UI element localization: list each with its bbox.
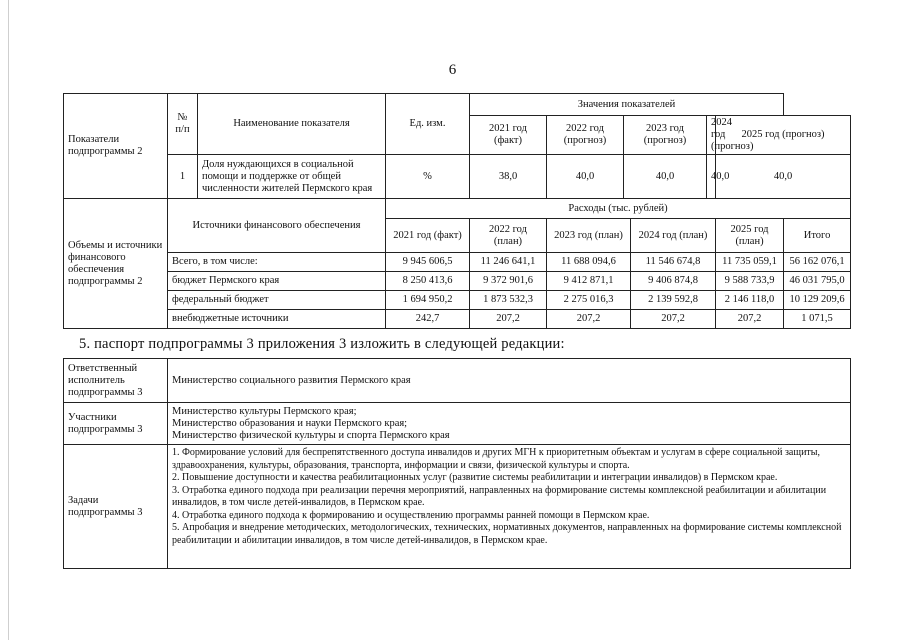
fin-value: 242,7 xyxy=(386,310,470,329)
fin-year-header: 2023 год (план) xyxy=(547,219,631,253)
task-item: 2. Повышение доступности и качества реабилитационных услуг (развитие системы реабилитации и интеграции инвалидов) в Пермском крае. xyxy=(172,472,778,483)
tasks-label: Задачи подпрограммы 3 xyxy=(64,445,168,569)
year-header: 2021 год (факт) xyxy=(470,116,547,155)
fin-value: 207,2 xyxy=(716,310,784,329)
fin-value: 9 406 874,8 xyxy=(631,272,716,291)
task-item: 5. Апробация и внедрение методических, методологических, технических, нормативных документов, направленных на формирование системы комплексной реабилитации и абилитации инвалидов, в том числе детей-инвалидов, в Пермском крае. xyxy=(172,522,842,546)
indicator-value: 40,0 xyxy=(707,155,716,199)
fin-value: 9 945 606,5 xyxy=(386,253,470,272)
task-item: 1. Формирование условий для беспрепятственного доступа инвалидов и других МГН к приоритетным объектам и услугам в сфере социальной защиты, здравоохранения, культуры, образования, транспорта, информации и связи, физической культуры и спорта. xyxy=(172,447,821,471)
participant-item: Министерство физической культуры и спорта Пермского края xyxy=(172,429,450,441)
source-name: федеральный бюджет xyxy=(168,291,386,310)
fin-value: 11 246 641,1 xyxy=(470,253,547,272)
participant-item: Министерство образования и науки Пермского края; xyxy=(172,417,408,429)
indicators-label: Показатели подпрограммы 2 xyxy=(64,94,168,199)
fin-value: 11 546 674,8 xyxy=(631,253,716,272)
participants-label: Участники подпрограммы 3 xyxy=(64,403,168,445)
fin-value: 8 250 413,6 xyxy=(386,272,470,291)
participants-list xyxy=(168,403,851,445)
fin-year-header: 2021 год (факт) xyxy=(386,219,470,253)
fin-value: 9 372 901,6 xyxy=(470,272,547,291)
fin-value: 11 735 059,1 xyxy=(716,253,784,272)
tasks-list xyxy=(168,445,851,569)
task-item: 4. Отработка единого подхода к формированию и осуществлению программы ранней помощи в Пермском крае. xyxy=(172,509,650,521)
section-heading: 5. паспорт подпрограммы 3 приложения 3 изложить в следующей редакции: xyxy=(79,336,565,352)
subprogram-3-passport-table xyxy=(63,358,851,569)
page-number: 6 xyxy=(448,62,457,78)
fin-total-header: Итого xyxy=(784,219,851,253)
indicator-value: 40,0 xyxy=(624,155,707,199)
sources-header: Источники финансового обеспечения xyxy=(168,199,386,253)
executor-label: Ответственный исполнитель подпрограммы 3 xyxy=(64,359,168,403)
source-name: бюджет Пермского края xyxy=(168,272,386,291)
finance-label: Объемы и источники финансового обеспечения подпрограммы 2 xyxy=(64,199,168,329)
fin-value: 207,2 xyxy=(470,310,547,329)
source-name: Всего, в том числе: xyxy=(168,253,386,272)
task-item: 3. Отработка единого подхода при реализации перечня мероприятий, направленных на формирование системы комплексной реабилитации и абилитации инвалидов, в том числе детей-инвалидов, в Пермском крае. xyxy=(172,484,827,508)
fin-value: 2 275 016,3 xyxy=(547,291,631,310)
fin-value: 2 139 592,8 xyxy=(631,291,716,310)
fin-value: 207,2 xyxy=(631,310,716,329)
indicator-value: 38,0 xyxy=(470,155,547,199)
executor-value: Министерство социального развития Пермского края xyxy=(168,359,851,403)
fin-total: 46 031 795,0 xyxy=(784,272,851,291)
indicator-name: Доля нуждающихся в социальной помощи и поддержке от общей численности жителей Пермского края xyxy=(198,155,386,199)
indicator-value: 40,0 xyxy=(716,155,851,199)
col-name-header: Наименование показателя xyxy=(198,94,386,155)
year-header: 2025 год (прогноз) xyxy=(716,116,851,155)
indicator-unit: % xyxy=(386,155,470,199)
participant-item: Министерство культуры Пермского края; xyxy=(172,405,357,417)
year-header: 2022 год (прогноз) xyxy=(547,116,624,155)
fin-value: 1 694 950,2 xyxy=(386,291,470,310)
col-number-header: № п/п xyxy=(168,94,198,155)
page-edge xyxy=(8,0,9,640)
row-number: 1 xyxy=(168,155,198,199)
fin-value: 11 688 094,6 xyxy=(547,253,631,272)
fin-value: 1 873 532,3 xyxy=(470,291,547,310)
subprogram-2-table xyxy=(63,93,851,329)
col-unit-header: Ед. изм. xyxy=(386,94,470,155)
fin-total: 10 129 209,6 xyxy=(784,291,851,310)
fin-value: 2 146 118,0 xyxy=(716,291,784,310)
year-header: 2023 год (прогноз) xyxy=(624,116,707,155)
fin-value: 9 588 733,9 xyxy=(716,272,784,291)
expenses-header: Расходы (тыс. рублей) xyxy=(386,199,851,219)
fin-year-header: 2024 год (план) xyxy=(631,219,716,253)
fin-total: 1 071,5 xyxy=(784,310,851,329)
indicator-value: 40,0 xyxy=(547,155,624,199)
values-header: Значения показателей xyxy=(470,94,784,116)
fin-year-header: 2022 год (план) xyxy=(470,219,547,253)
year-header: 2024 год (прогноз) xyxy=(707,116,716,155)
fin-total: 56 162 076,1 xyxy=(784,253,851,272)
fin-value: 9 412 871,1 xyxy=(547,272,631,291)
fin-year-header: 2025 год (план) xyxy=(716,219,784,253)
source-name: внебюджетные источники xyxy=(168,310,386,329)
fin-value: 207,2 xyxy=(547,310,631,329)
